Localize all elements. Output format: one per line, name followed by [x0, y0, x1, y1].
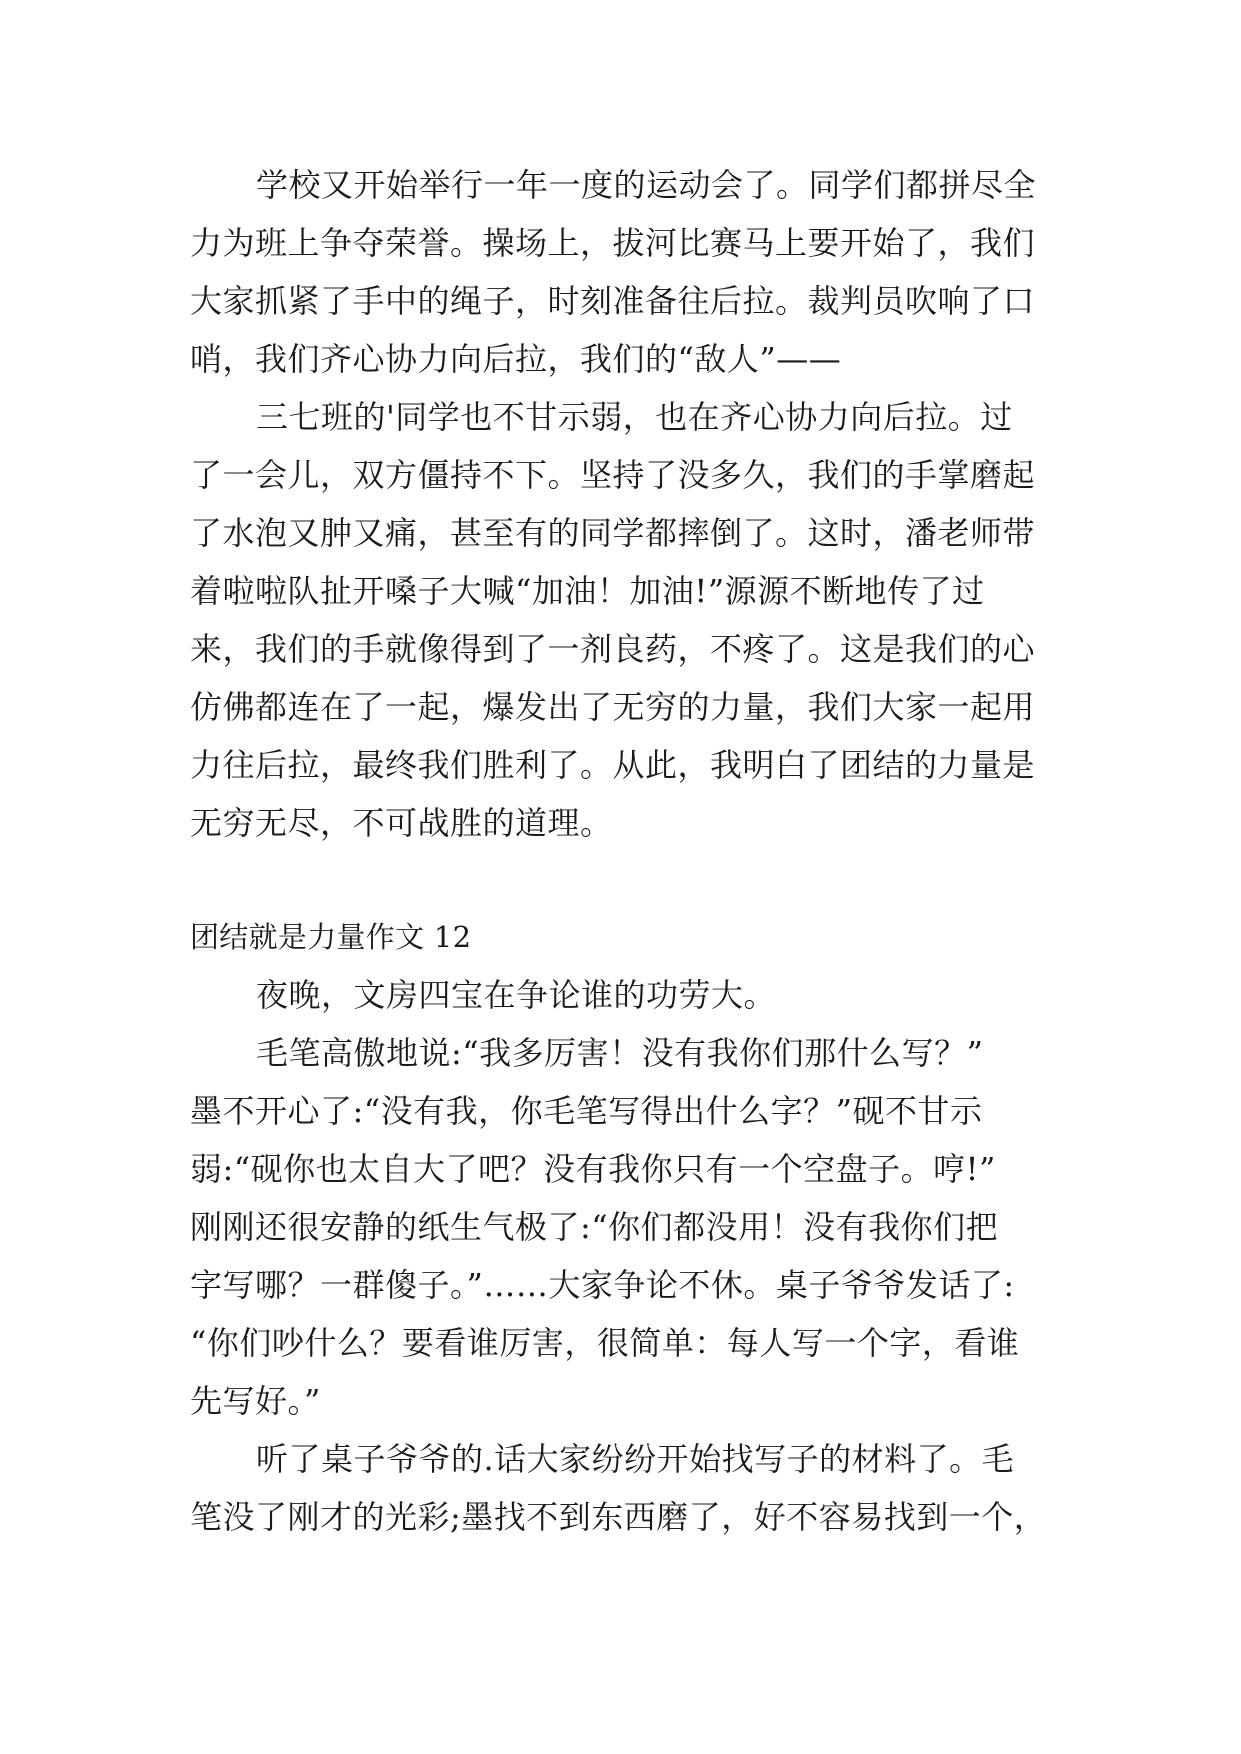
text-line: 弱:“砚你也太自大了吧？没有我你只有一个空盘子。哼!”: [190, 1150, 996, 1188]
section-1: [190, 156, 1050, 852]
paragraph: [190, 1024, 1050, 1430]
text-line: 大家抓紧了手中的绳子，时刻准备往后拉。裁判员吹响了口: [190, 282, 1036, 320]
text-line: 三七班的'同学也不甘示弱，也在齐心协力向后拉。过: [256, 398, 1013, 436]
text-line: 力往后拉，最终我们胜利了。从此，我明白了团结的力量是: [190, 746, 1036, 784]
section-heading: 团结就是力量作文 12: [190, 920, 472, 954]
text-line: 了水泡又肿又痛，甚至有的同学都摔倒了。这时，潘老师带: [190, 514, 1036, 552]
text-line: 了一会儿，双方僵持不下。坚持了没多久，我们的手掌磨起: [190, 456, 1036, 494]
section-2: [190, 908, 1050, 1546]
text-line: 着啦啦队扯开嗓子大喊“加油！加油!”源源不断地传了过: [190, 572, 985, 610]
text-line: 力为班上争夺荣誉。操场上，拔河比赛马上要开始了，我们: [190, 224, 1036, 262]
text-line: 来，我们的手就像得到了一剂良药，不疼了。这是我们的心: [190, 630, 1036, 668]
text-line: 无穷无尽，不可战胜的道理。: [190, 804, 613, 842]
text-line: 哨，我们齐心协力向后拉，我们的“敌人”——: [190, 340, 842, 378]
paragraph: [190, 1430, 1050, 1546]
text-line: 夜晚，文房四宝在争论谁的功劳大。: [256, 976, 777, 1014]
text-line: 笔没了刚才的光彩;墨找不到东西磨了，好不容易找到一个，: [190, 1498, 1047, 1536]
text-line: 毛笔高傲地说:“我多厉害！没有我你们那什么写？”: [256, 1034, 984, 1072]
text-line: 字写哪？一群傻子。”……大家争论不休。桌子爷爷发话了:: [190, 1266, 1015, 1304]
text-line: 墨不开心了:“没有我，你毛笔写得出什么字？”砚不甘示: [190, 1092, 983, 1130]
paragraph: [190, 156, 1050, 388]
text-line: 刚刚还很安静的纸生气极了:“你们都没用！没有我你们把: [190, 1208, 999, 1246]
paragraph: [190, 966, 1050, 1024]
text-line: 先写好。”: [190, 1382, 321, 1420]
text-line: 仿佛都连在了一起，爆发出了无穷的力量，我们大家一起用: [190, 688, 1036, 726]
text-line: 听了桌子爷爷的.话大家纷纷开始找写子的材料了。毛: [256, 1440, 1015, 1478]
text-line: “你们吵什么？要看谁厉害，很简单：每人写一个字，看谁: [190, 1324, 1020, 1362]
paragraph: [190, 388, 1050, 852]
text-line: 学校又开始举行一年一度的运动会了。同学们都拼尽全: [256, 166, 1037, 204]
